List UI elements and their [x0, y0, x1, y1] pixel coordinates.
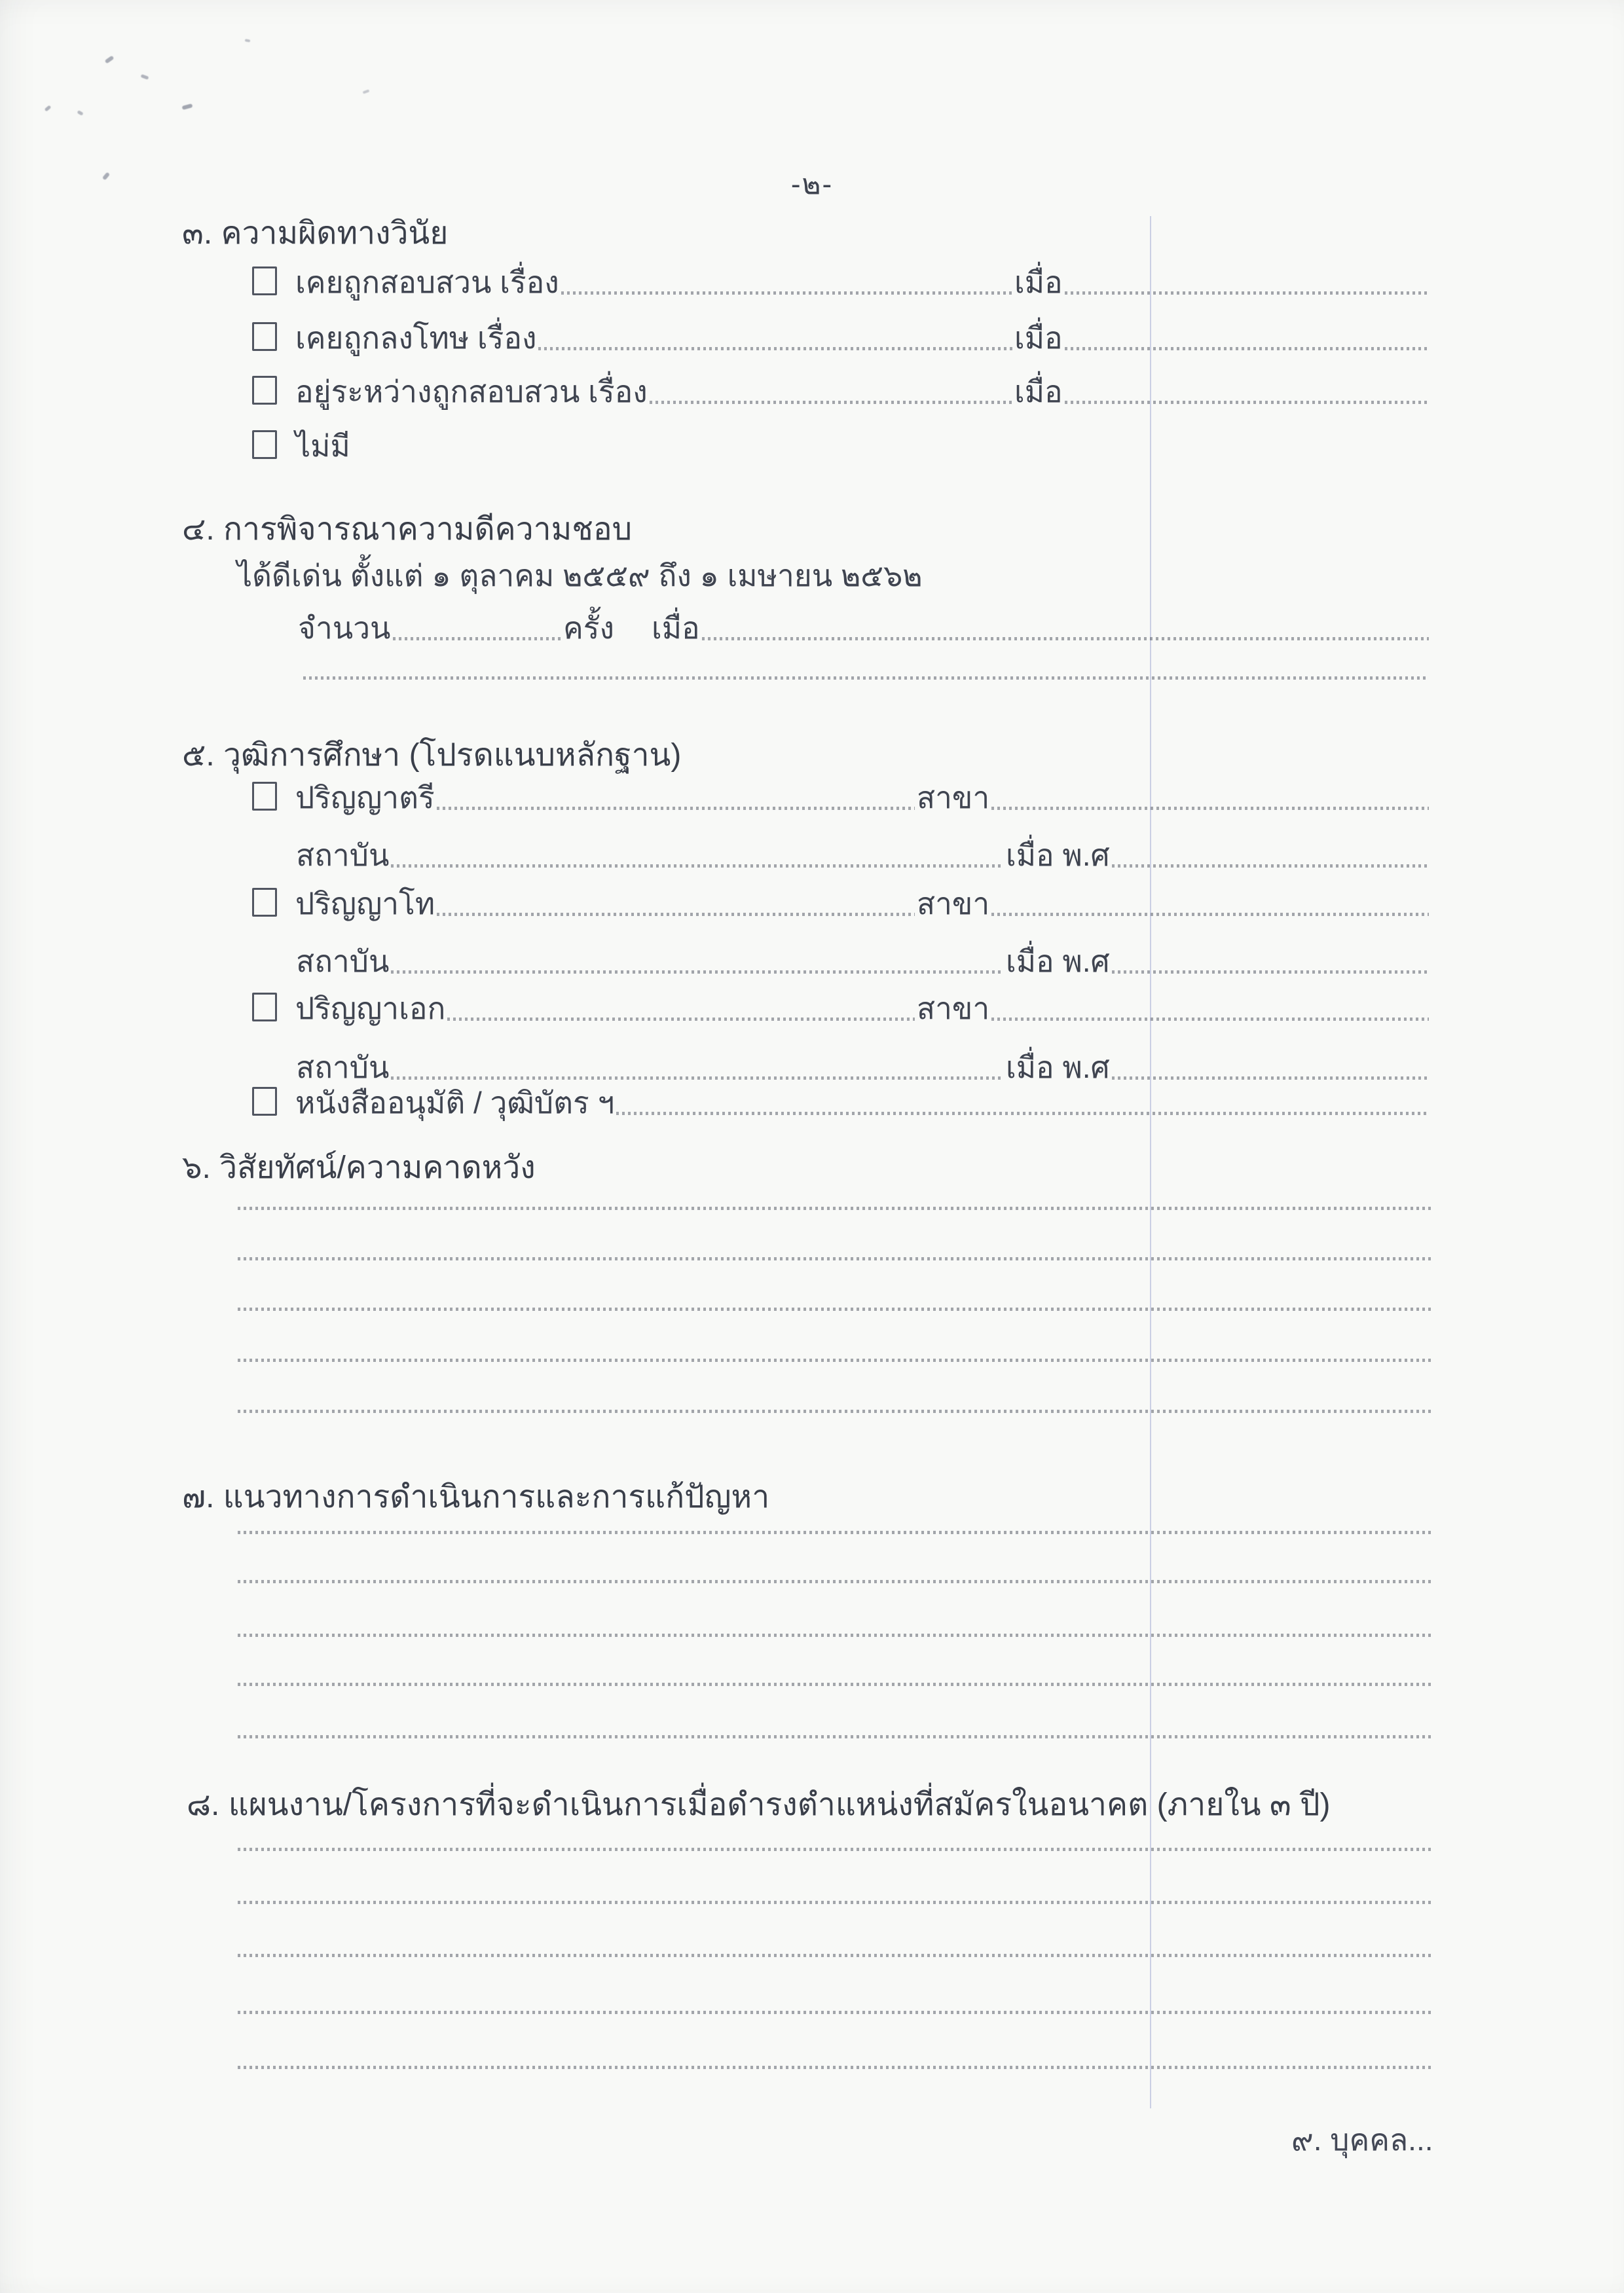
field-cell — [295, 1087, 1431, 1118]
ink-speck — [245, 39, 251, 42]
field-cell — [296, 1052, 1006, 1083]
checkbox[interactable] — [252, 1087, 277, 1116]
dotted-fill-line[interactable] — [650, 401, 1012, 404]
field-label: สถาบัน — [296, 1050, 390, 1084]
field-row — [298, 606, 1431, 644]
dotted-write-line[interactable] — [238, 1901, 1434, 1904]
dotted-fill-line[interactable] — [437, 913, 915, 916]
field-cell — [1006, 1052, 1431, 1083]
dotted-fill-line[interactable] — [391, 970, 1004, 974]
dotted-fill-line[interactable] — [1065, 291, 1429, 295]
field-label: เมื่อ พ.ศ — [1006, 1050, 1110, 1084]
field-cell — [1014, 322, 1431, 354]
field-label: อยู่ระหว่างถูกสอบสวน เรื่อง — [295, 374, 648, 409]
checkbox[interactable] — [252, 993, 277, 1021]
field-label: สาขา — [917, 991, 990, 1025]
dotted-fill-line[interactable] — [303, 676, 1429, 680]
checkbox[interactable] — [252, 888, 277, 917]
dotted-write-line[interactable] — [238, 2066, 1434, 2069]
checkbox[interactable] — [252, 782, 277, 811]
field-cell — [295, 322, 1014, 354]
dotted-write-line[interactable] — [238, 1634, 1434, 1637]
dotted-write-line[interactable] — [238, 1410, 1434, 1413]
field-cell — [652, 612, 1431, 644]
ink-speck — [181, 103, 193, 110]
dotted-write-line[interactable] — [238, 1683, 1434, 1686]
ink-speck — [363, 89, 370, 94]
field-label: เมื่อ พ.ศ — [1006, 837, 1110, 872]
field-row — [252, 775, 1431, 813]
dotted-fill-line[interactable] — [1065, 347, 1429, 350]
field-label: สาขา — [917, 886, 990, 921]
field-label: เมื่อ — [652, 610, 700, 645]
dotted-write-line[interactable] — [238, 2011, 1434, 2014]
field-cell — [1014, 266, 1431, 298]
dotted-write-line[interactable] — [238, 1207, 1434, 1210]
field-label: สาขา — [917, 780, 990, 815]
field-cell — [295, 266, 1014, 298]
checkbox[interactable] — [252, 430, 277, 459]
field-label: ไม่มี — [295, 428, 350, 463]
dotted-fill-line[interactable] — [991, 1018, 1429, 1021]
dotted-fill-line[interactable] — [1112, 864, 1429, 868]
section-heading-s7: ๗. แนวทางการดำเนินการและการแก้ปัญหา — [182, 1480, 770, 1514]
dotted-write-line[interactable] — [238, 1735, 1434, 1738]
field-cell — [301, 676, 1431, 683]
field-cell — [295, 376, 1014, 407]
field-row — [296, 939, 1431, 977]
field-row — [296, 833, 1431, 871]
ink-speck — [45, 105, 52, 111]
dotted-fill-line[interactable] — [393, 637, 561, 640]
field-row — [252, 316, 1431, 354]
dotted-write-line[interactable] — [238, 1359, 1434, 1362]
field-label: หนังสืออนุมัติ / วุฒิบัตร ฯ — [295, 1085, 615, 1120]
section-heading-s6: ๖. วิสัยทัศน์/ความคาดหวัง — [182, 1150, 536, 1185]
dotted-write-line[interactable] — [238, 1531, 1434, 1534]
continuation-note: ๙. บุคคล... — [1291, 2123, 1433, 2157]
field-cell — [298, 612, 563, 644]
dotted-write-line[interactable] — [238, 1308, 1434, 1311]
dotted-fill-line[interactable] — [391, 1076, 1004, 1080]
dotted-fill-line[interactable] — [991, 807, 1429, 810]
section-heading-s8: ๘. แผนงาน/โครงการที่จะดำเนินการเมื่อดำรงตำแหน่งที่สมัครในอนาคต (ภายใน ๓ ปี) — [187, 1788, 1331, 1822]
field-label: ครั้ง — [563, 610, 614, 645]
field-cell — [295, 993, 917, 1024]
dotted-write-line[interactable] — [238, 1848, 1434, 1851]
dotted-fill-line[interactable] — [1112, 970, 1429, 974]
dotted-fill-line[interactable] — [991, 913, 1429, 916]
field-cell — [295, 430, 1431, 462]
field-label: จำนวน — [298, 610, 391, 645]
field-cell — [237, 560, 1431, 591]
field-label: สถาบัน — [296, 837, 390, 872]
dotted-write-line[interactable] — [238, 1580, 1434, 1583]
field-row — [252, 1080, 1431, 1118]
ink-speck — [105, 56, 115, 64]
field-row — [252, 986, 1431, 1024]
field-cell — [295, 888, 917, 919]
dotted-fill-line[interactable] — [437, 807, 915, 810]
ink-speck — [77, 110, 83, 116]
field-cell — [296, 839, 1006, 871]
dotted-fill-line[interactable] — [391, 864, 1004, 868]
field-label: เมื่อ — [1014, 265, 1063, 299]
dotted-write-line[interactable] — [238, 1954, 1434, 1957]
field-label: เมื่อ — [1014, 320, 1063, 355]
dotted-fill-line[interactable] — [702, 637, 1429, 640]
field-label: ปริญญาตรี — [295, 780, 435, 815]
field-cell — [1006, 945, 1431, 977]
checkbox[interactable] — [252, 266, 277, 295]
field-label: ปริญญาเอก — [295, 991, 446, 1025]
field-cell — [917, 993, 1431, 1024]
dotted-fill-line[interactable] — [447, 1018, 915, 1021]
dotted-fill-line[interactable] — [1112, 1076, 1429, 1080]
dotted-fill-line[interactable] — [538, 347, 1012, 350]
field-label: เคยถูกลงโทษ เรื่อง — [295, 320, 537, 355]
dotted-write-line[interactable] — [238, 1257, 1434, 1260]
field-row — [237, 553, 1431, 591]
checkbox[interactable] — [252, 376, 277, 405]
section-heading-s4: ๔. การพิจารณาความดีความชอบ — [182, 512, 633, 547]
field-cell — [1014, 376, 1431, 407]
section-heading-s3: ๓. ความผิดทางวินัย — [182, 216, 449, 251]
field-row — [252, 260, 1431, 298]
field-row — [252, 424, 1431, 462]
field-cell — [1006, 839, 1431, 871]
field-row — [296, 1045, 1431, 1083]
section-heading-s5: ๕. วุฒิการศึกษา (โปรดแนบหลักฐาน) — [182, 738, 682, 773]
field-label: เมื่อ พ.ศ — [1006, 944, 1110, 978]
ink-speck — [141, 74, 149, 80]
dotted-fill-line[interactable] — [561, 291, 1012, 295]
field-label: สถาบัน — [296, 944, 390, 978]
field-cell — [917, 888, 1431, 919]
checkbox[interactable] — [252, 322, 277, 351]
dotted-fill-line[interactable] — [1065, 401, 1429, 404]
field-cell — [917, 782, 1431, 813]
field-label: เคยถูกสอบสวน เรื่อง — [295, 265, 559, 299]
field-cell — [295, 782, 917, 813]
field-row — [252, 369, 1431, 407]
field-row — [301, 645, 1431, 683]
field-cell — [296, 945, 1006, 977]
field-cell — [563, 612, 652, 644]
field-row — [252, 881, 1431, 919]
dotted-fill-line[interactable] — [616, 1112, 1429, 1115]
field-label: เมื่อ — [1014, 374, 1063, 409]
field-label: ปริญญาโท — [295, 886, 435, 921]
field-label: ได้ดีเด่น ตั้งแต่ ๑ ตุลาคม ๒๕๕๙ ถึง ๑ เมษายน ๒๕๖๒ — [237, 558, 923, 593]
page-number: -๒- — [790, 168, 834, 200]
